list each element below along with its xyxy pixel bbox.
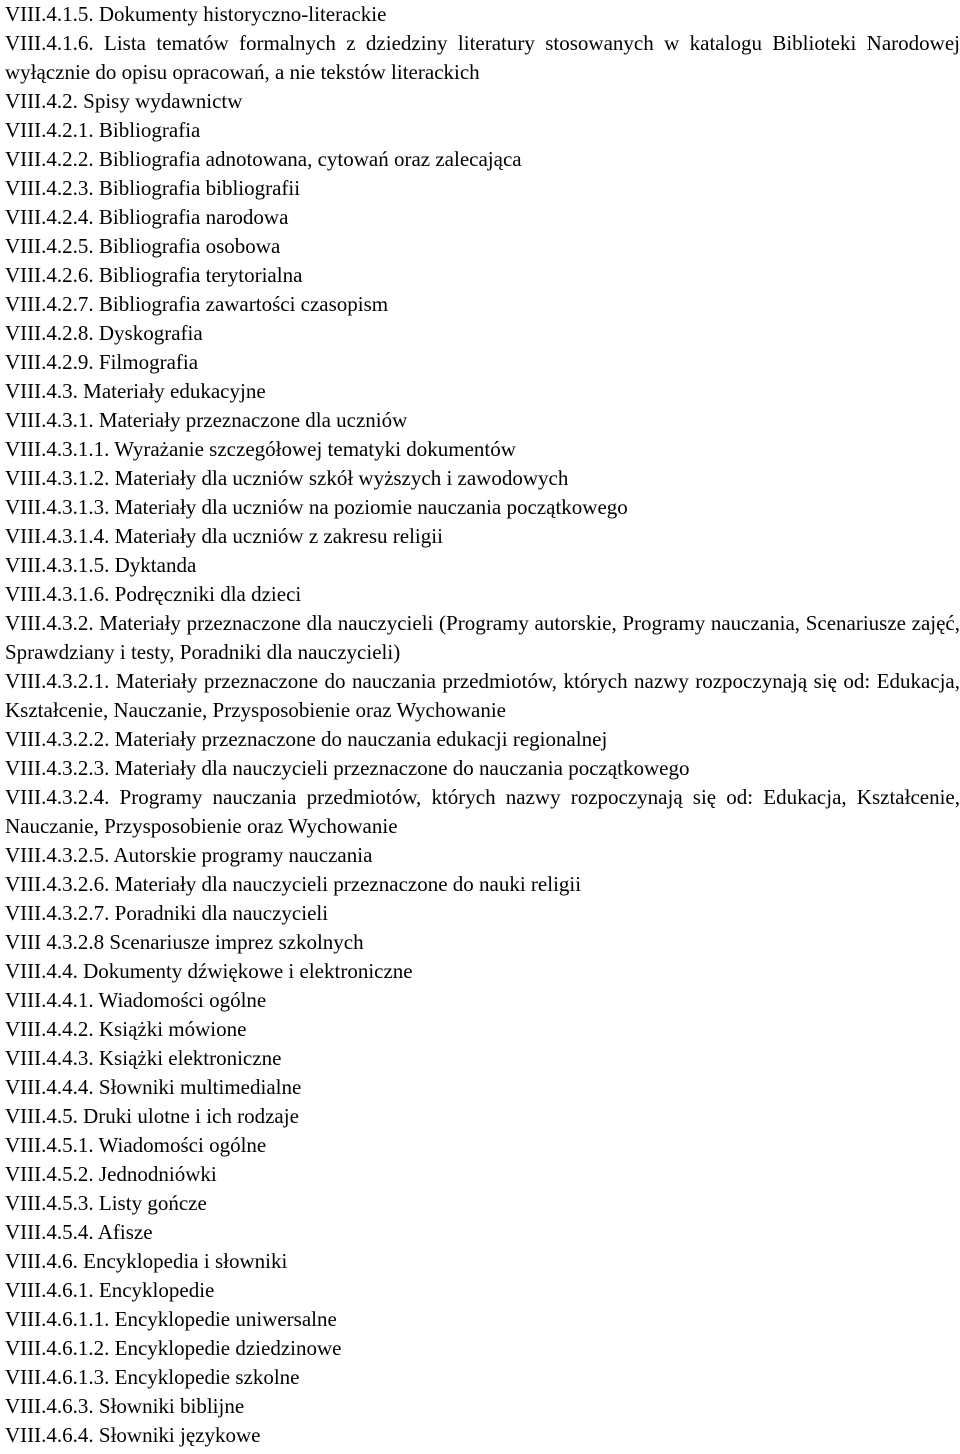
outline-entry: VIII.4.3.2.3. Materiały dla nauczycieli przeznaczone do nauczania początkowego xyxy=(5,756,690,780)
outline-entry: VIII.4.5.4. Afisze xyxy=(5,1220,153,1244)
outline-entry: VIII.4.6.4. Słowniki językowe xyxy=(5,1423,261,1447)
outline-entry: VIII.4.1.6. Lista tematów formalnych z dziedziny literatury stosowanych w katalogu Biblioteki Narodowej wyłącznie do opisu opracowań, a nie tekstów literackich xyxy=(5,31,960,84)
outline-entry: VIII.4.3.1.6. Podręczniki dla dzieci xyxy=(5,582,302,606)
outline-entry: VIII.4.6.1.3. Encyklopedie szkolne xyxy=(5,1365,300,1389)
outline-entry: VIII.4.3.2. Materiały przeznaczone dla nauczycieli (Programy autorskie, Programy nauczania, Scenariusze zajęć, Sprawdziany i testy, Poradniki dla nauczycieli) xyxy=(5,611,960,664)
outline-entry: VIII.4.3.1.2. Materiały dla uczniów szkół wyższych i zawodowych xyxy=(5,466,569,490)
outline-entry: VIII.4.3. Materiały edukacyjne xyxy=(5,379,266,403)
outline-entry: VIII.4.3.1.1. Wyrażanie szczegółowej tematyki dokumentów xyxy=(5,437,516,461)
outline-entry: VIII.4.5. Druki ulotne i ich rodzaje xyxy=(5,1104,299,1128)
outline-entry: VIII.4.3.2.7. Poradniki dla nauczycieli xyxy=(5,901,329,925)
outline-entry: VIII.4.6.1.2. Encyklopedie dziedzinowe xyxy=(5,1336,342,1360)
outline-entry: VIII.4.3.1.5. Dyktanda xyxy=(5,553,197,577)
outline-entry: VIII.4.6.1.1. Encyklopedie uniwersalne xyxy=(5,1307,337,1331)
outline-entry: VIII.4.3.2.2. Materiały przeznaczone do nauczania edukacji regionalnej xyxy=(5,727,608,751)
outline-entry: VIII.4.1.5. Dokumenty historyczno-literackie xyxy=(5,2,387,26)
outline-entry: VIII.4.6.1. Encyklopedie xyxy=(5,1278,215,1302)
outline-entry: VIII.4.5.3. Listy gończe xyxy=(5,1191,207,1215)
outline-entry: VIII.4.3.2.5. Autorskie programy nauczania xyxy=(5,843,373,867)
outline-entry: VIII.4.2.4. Bibliografia narodowa xyxy=(5,205,289,229)
outline-entry: VIII.4.5.1. Wiadomości ogólne xyxy=(5,1133,267,1157)
outline-entry: VIII.4.2.7. Bibliografia zawartości czasopism xyxy=(5,292,389,316)
outline-entry: VIII.4.2.6. Bibliografia terytorialna xyxy=(5,263,303,287)
outline-entry: VIII.4.3.1. Materiały przeznaczone dla uczniów xyxy=(5,408,408,432)
outline-entry: VIII.4.4.3. Książki elektroniczne xyxy=(5,1046,282,1070)
outline-entry: VIII.4.3.2.1. Materiały przeznaczone do nauczania przedmiotów, których nazwy rozpoczynają się od: Edukacja, Kształcenie, Nauczanie, Przysposobienie oraz Wychowanie xyxy=(5,669,960,722)
outline-entry: VIII.4.2.2. Bibliografia adnotowana, cytowań oraz zalecająca xyxy=(5,147,522,171)
outline-entry: VIII.4.4.1. Wiadomości ogólne xyxy=(5,988,267,1012)
outline-entry: VIII.4.3.2.6. Materiały dla nauczycieli przeznaczone do nauki religii xyxy=(5,872,582,896)
outline-entry: VIII.4.2.9. Filmografia xyxy=(5,350,199,374)
outline-entry: VIII.4.2.3. Bibliografia bibliografii xyxy=(5,176,301,200)
outline-entry: VIII.4.6.3. Słowniki biblijne xyxy=(5,1394,245,1418)
outline-entry: VIII 4.3.2.8 Scenariusze imprez szkolnych xyxy=(5,930,364,954)
outline-entry: VIII.4.4. Dokumenty dźwiękowe i elektroniczne xyxy=(5,959,413,983)
outline-entry: VIII.4.3.1.4. Materiały dla uczniów z zakresu religii xyxy=(5,524,443,548)
outline-entry: VIII.4.3.1.3. Materiały dla uczniów na poziomie nauczania początkowego xyxy=(5,495,628,519)
outline-entry: VIII.4.6. Encyklopedia i słowniki xyxy=(5,1249,288,1273)
outline-entry: VIII.4.4.4. Słowniki multimedialne xyxy=(5,1075,302,1099)
outline-entry: VIII.4.2.5. Bibliografia osobowa xyxy=(5,234,281,258)
outline-entry: VIII.4.2.1. Bibliografia xyxy=(5,118,201,142)
outline-entry: VIII.4.3.2.4. Programy nauczania przedmiotów, których nazwy rozpoczynają się od: Edukacja, Kształcenie, Nauczanie, Przysposobienie oraz Wychowanie xyxy=(5,785,960,838)
outline-entry: VIII.4.5.2. Jednodniówki xyxy=(5,1162,217,1186)
outline-entry: VIII.4.2.8. Dyskografia xyxy=(5,321,203,345)
outline-entry: VIII.4.2. Spisy wydawnictw xyxy=(5,89,243,113)
outline-entry: VIII.4.4.2. Książki mówione xyxy=(5,1017,247,1041)
